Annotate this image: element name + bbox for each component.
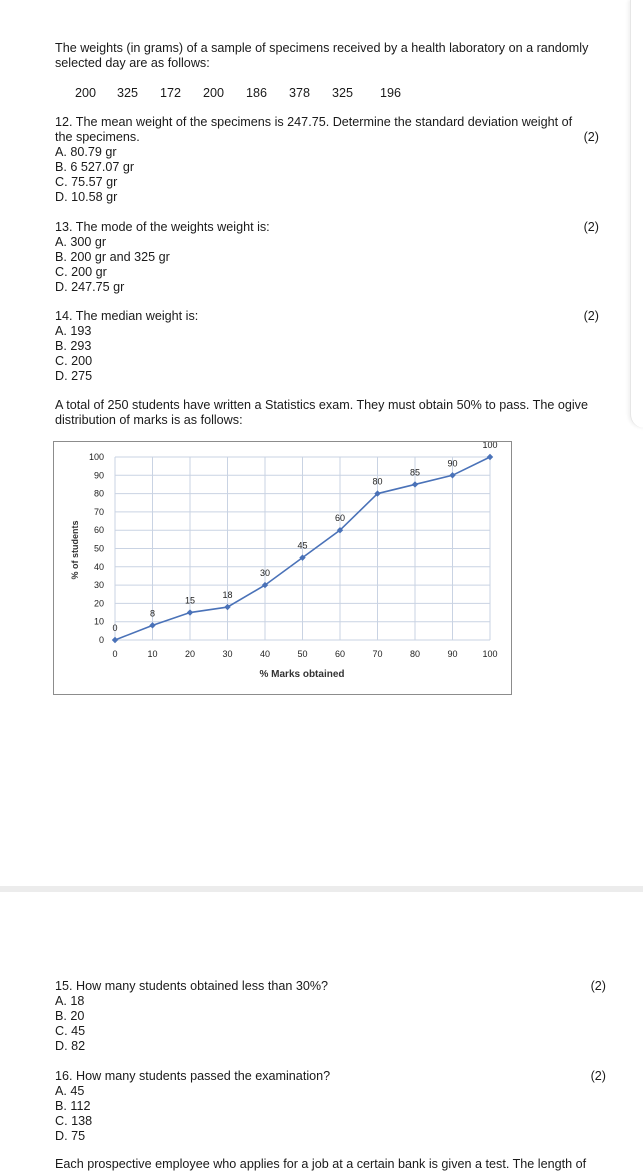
data-label: 60	[334, 513, 346, 524]
question-14-marks: (2)	[583, 309, 599, 323]
data-label: 8	[149, 608, 156, 619]
data-point-marker	[412, 481, 418, 487]
question-16-text: 16. How many students passed the examination?	[55, 1069, 331, 1083]
y-tick-label: 80	[93, 488, 104, 499]
ogive-intro-line-2: distribution of marks is as follows:	[55, 413, 243, 427]
weight-value: 186	[246, 86, 268, 100]
x-tick-label: 90	[447, 649, 458, 659]
question-13	[55, 220, 605, 295]
data-point-marker	[187, 609, 193, 615]
option-d: D. 75	[55, 1129, 86, 1143]
option-c: C. 200	[55, 354, 93, 368]
ogive-chart-frame	[53, 441, 512, 695]
weight-value: 378	[289, 86, 311, 100]
data-point-marker	[449, 472, 455, 478]
question-12-line-2: the specimens.	[55, 130, 140, 144]
option-b: B. 6 527.07 gr	[55, 160, 135, 174]
ogive-chart	[54, 442, 511, 694]
data-point-marker	[224, 604, 230, 610]
option-d: D. 10.58 gr	[55, 190, 118, 204]
question-15-marks: (2)	[590, 979, 606, 993]
y-tick-label: 30	[93, 580, 104, 591]
x-tick-label: 50	[297, 649, 308, 659]
y-tick-label: 0	[98, 635, 104, 645]
y-tick-label: 50	[93, 543, 104, 554]
option-b: B. 293	[55, 339, 92, 353]
y-tick-label: 100	[88, 452, 104, 462]
data-label: 90	[447, 458, 458, 469]
x-tick-label: 80	[409, 649, 421, 659]
question-14-text: 14. The median weight is:	[55, 309, 199, 323]
x-axis-label: % Marks obtained	[259, 669, 345, 680]
option-d: D. 82	[55, 1039, 86, 1053]
data-label: 18	[222, 590, 233, 601]
y-tick-label: 60	[93, 525, 104, 536]
y-tick-label: 70	[93, 506, 104, 517]
data-label: 30	[259, 568, 271, 579]
x-tick-label: 70	[372, 649, 383, 659]
weight-value: 325	[117, 86, 139, 100]
weights-row	[0, 86, 643, 102]
x-tick-label: 100	[482, 649, 498, 659]
ogive-intro-line-1: A total of 250 students have written a Statistics exam. They must obtain 50% to pass. The ogive	[55, 398, 588, 412]
y-axis-ticks	[89, 452, 104, 645]
question-12-line-1: 12. The mean weight of the specimens is 247.75. Determine the standard deviation weight of	[55, 115, 573, 129]
x-tick-label: 20	[184, 649, 196, 659]
data-label: 100	[482, 442, 498, 450]
cutoff-next-question: Each prospective employee who applies for a job at a certain bank is given a test. The length of	[55, 1157, 587, 1171]
option-c: C. 138	[55, 1114, 93, 1128]
weight-value: 200	[75, 86, 97, 100]
option-c: C. 200 gr	[55, 265, 107, 279]
scroll-edge-decoration	[630, 0, 643, 428]
intro-line-2: selected day are as follows:	[55, 56, 210, 70]
page-separator	[0, 886, 643, 892]
option-a: A. 193	[55, 324, 92, 338]
data-point-marker	[112, 637, 118, 643]
data-label: 0	[112, 623, 118, 633]
question-16	[55, 1069, 605, 1144]
weight-value: 196	[380, 86, 402, 100]
option-c: C. 75.57 gr	[55, 175, 118, 189]
y-tick-label: 10	[93, 616, 104, 627]
option-d: D. 275	[55, 369, 93, 383]
x-tick-label: 40	[259, 649, 271, 659]
data-point-marker	[487, 454, 493, 460]
data-label: 80	[372, 476, 383, 487]
option-b: B. 200 gr and 325 gr	[55, 250, 170, 264]
x-axis-ticks	[112, 649, 497, 659]
question-15-text: 15. How many students obtained less than 30%?	[55, 979, 329, 993]
option-c: C. 45	[55, 1024, 86, 1038]
option-a: A. 300 gr	[55, 235, 107, 249]
data-labels	[112, 442, 497, 633]
weight-value: 200	[203, 86, 225, 100]
x-tick-label: 60	[334, 649, 346, 659]
data-label: 85	[409, 467, 421, 478]
y-axis-label: % of students	[70, 520, 80, 580]
y-tick-label: 20	[93, 598, 104, 609]
intro-line-1: The weights (in grams) of a sample of specimens received by a health laboratory on a randomly	[55, 41, 589, 55]
question-15	[55, 979, 605, 1054]
y-tick-label: 40	[93, 561, 104, 572]
weight-value: 172	[160, 86, 182, 100]
x-tick-label: 30	[222, 649, 233, 659]
question-14	[55, 309, 605, 384]
question-12	[55, 115, 605, 205]
option-d: D. 247.75 gr	[55, 280, 125, 294]
option-b: B. 20	[55, 1009, 85, 1023]
data-label: 15	[184, 595, 196, 606]
question-13-text: 13. The mode of the weights weight is:	[55, 220, 270, 234]
option-b: B. 112	[55, 1099, 91, 1113]
option-a: A. 18	[55, 994, 85, 1008]
data-point-marker	[149, 622, 155, 628]
option-a: A. 80.79 gr	[55, 145, 117, 159]
option-a: A. 45	[55, 1084, 85, 1098]
y-tick-label: 90	[93, 470, 104, 481]
data-label: 45	[297, 540, 308, 551]
question-16-marks: (2)	[590, 1069, 606, 1083]
x-tick-label: 0	[112, 649, 118, 659]
weight-value: 325	[332, 86, 354, 100]
question-12-marks: (2)	[583, 130, 599, 144]
question-13-marks: (2)	[583, 220, 599, 234]
x-tick-label: 10	[147, 649, 158, 659]
